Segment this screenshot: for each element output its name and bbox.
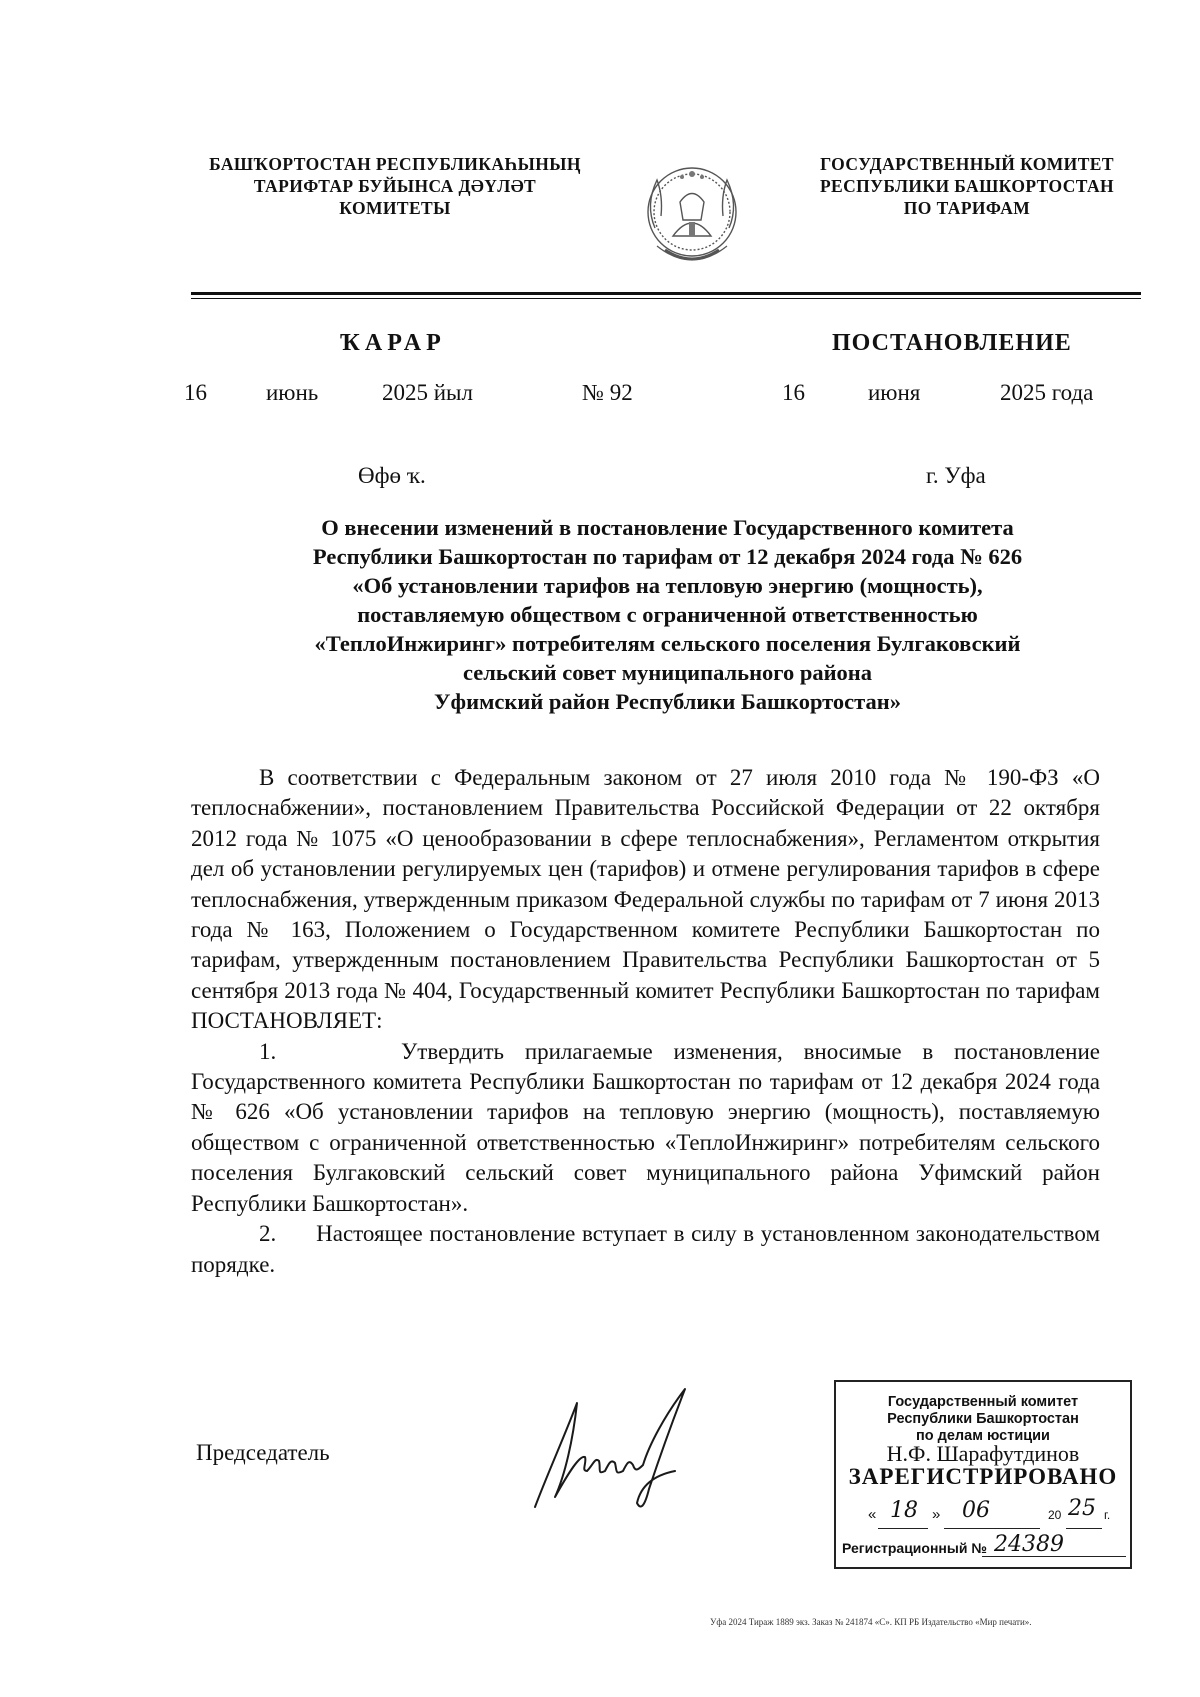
stamp-date-year: 25 <box>1068 1496 1096 1521</box>
header-left-line: КОМИТЕТЫ <box>339 198 451 218</box>
stamp-org-line: по делам юстиции <box>916 1428 1050 1444</box>
item-1-paragraph: 1. Утвердить прилагаемые изменения, вносимые в постановление Государственного комитета Республики Башкортостан по тарифам от 12 декабря 2024 года № 626 «Об установлении тарифов на тепловую энергию (мощность), поставляемую обществом с ограниченной ответственностью «ТеплоИнжиринг» потребителям сельского поселения Булгаковский сельский совет муниципального района Уфимский район Республики Башкортостан». <box>191 1038 1100 1216</box>
document-number: № 92 <box>582 380 633 405</box>
signature-graphic <box>525 1385 695 1525</box>
stamp-registration-label: Регистрационный № <box>842 1540 987 1556</box>
title-line: Уфимский район Республики Башкортостан» <box>434 689 901 714</box>
stamp-date-row <box>844 1496 1124 1530</box>
karar-title: ҠАРАР <box>340 330 446 356</box>
stamp-date-open: « <box>868 1506 877 1523</box>
header-divider-thick <box>191 292 1141 295</box>
city-bashkir: Өфө ҡ. <box>358 463 426 488</box>
title-line: О внесении изменений в постановление Государственного комитета <box>321 515 1014 540</box>
handwritten-signature <box>525 1385 695 1525</box>
header-left-bashkir <box>175 153 615 219</box>
title-line: сельский совет муниципального района <box>462 660 873 685</box>
stamp-date-day: 18 <box>890 1498 918 1523</box>
coat-of-arms-icon <box>635 150 750 280</box>
coat-of-arms-graphic <box>635 150 750 280</box>
header-left-line: ТАРИФТАР БУЙЫНСА ДӘҮЛӘТ <box>253 176 537 196</box>
postanovlenie-month: июня <box>868 380 921 405</box>
item-2-paragraph: 2. Настоящее постановление вступает в силу в установленном законодательством порядке. <box>191 1221 1100 1277</box>
stamp-org-line: Государственный комитет <box>887 1394 1079 1410</box>
postanovlenie-day: 16 <box>782 380 805 405</box>
stamp-date-suffix: г. <box>1104 1508 1111 1522</box>
registration-stamp <box>834 1380 1132 1569</box>
title-line: поставляемую обществом с ограниченной ответственностью <box>357 602 978 627</box>
postanovlenie-title: ПОСТАНОВЛЕНИЕ <box>832 330 1072 356</box>
stamp-org-line: Республики Башкортостан <box>887 1411 1079 1427</box>
karar-year: 2025 йыл <box>382 380 473 405</box>
stamp-date-month: 06 <box>962 1498 990 1523</box>
document-title <box>195 513 1140 716</box>
chairman-label: Председатель <box>196 1440 330 1465</box>
stamp-date-year-underline <box>1066 1528 1102 1529</box>
header-divider-thin <box>191 298 1141 299</box>
header-right-line: ПО ТАРИФАМ <box>903 198 1031 218</box>
stamp-registration-number: 24389 <box>994 1532 1064 1557</box>
karar-day: 16 <box>184 380 207 405</box>
header-right-line: ГОСУДАРСТВЕННЫЙ КОМИТЕТ <box>820 154 1114 174</box>
title-line: «Об установлении тарифов на тепловую энергию (мощность), <box>352 573 983 598</box>
stamp-registered-label: ЗАРЕГИСТРИРОВАНО <box>848 1464 1118 1489</box>
stamp-date-mid: » <box>932 1506 941 1523</box>
title-line: «ТеплоИнжиринг» потребителям сельского поселения Булгаковский <box>314 631 1021 656</box>
stamp-date-year-prefix: 20 <box>1048 1508 1062 1522</box>
header-right-line: РЕСПУБЛИКИ БАШКОРТОСТАН <box>819 176 1115 196</box>
city-russian: г. Уфа <box>926 463 986 488</box>
print-info-footer: Уфа 2024 Тираж 1889 экз. Заказ № 241874 «С». КП РБ Издательство «Мир печати». <box>710 1617 1032 1627</box>
postanovlenie-year: 2025 года <box>1000 380 1094 405</box>
karar-month: июнь <box>266 380 319 405</box>
title-line: Республики Башкортостан по тарифам от 12 декабря 2024 года № 626 <box>312 544 1023 569</box>
stamp-registration-number-row <box>842 1532 1128 1557</box>
stamp-official-name: Н.Ф. Шарафутдинов <box>886 1441 1080 1466</box>
header-right-russian <box>782 153 1152 219</box>
preamble-paragraph: В соответствии с Федеральным законом от 27 июля 2010 года № 190-ФЗ «О теплоснабжении», постановлением Правительства Российской Федерации от 22 октября 2012 года № 1075 «О ценообразовании в сфере теплоснабжения», Регламентом открытия дел об установлении регулируемых цен (тарифов) и отмене регулирования тарифов в сфере теплоснабжения, утвержденным приказом Федеральной службы по тарифам от 7 июня 2013 года № 163, Положением о Государственном комитете Республики Башкортостан по тарифам, утвержденным постановлением Правительства Республики Башкортостан от 5 сентября 2013 года № 404, Государственный комитет Республики Башкортостан по тарифам ПОСТАНОВЛЯЕТ: <box>191 765 1100 1034</box>
header-left-line: БАШҠОРТОСТАН РЕСПУБЛИКАҺЫНЫҢ <box>209 154 581 174</box>
document-body <box>191 763 1100 1280</box>
stamp-date-month-underline <box>944 1528 1040 1529</box>
stamp-date-day-underline <box>878 1528 928 1529</box>
